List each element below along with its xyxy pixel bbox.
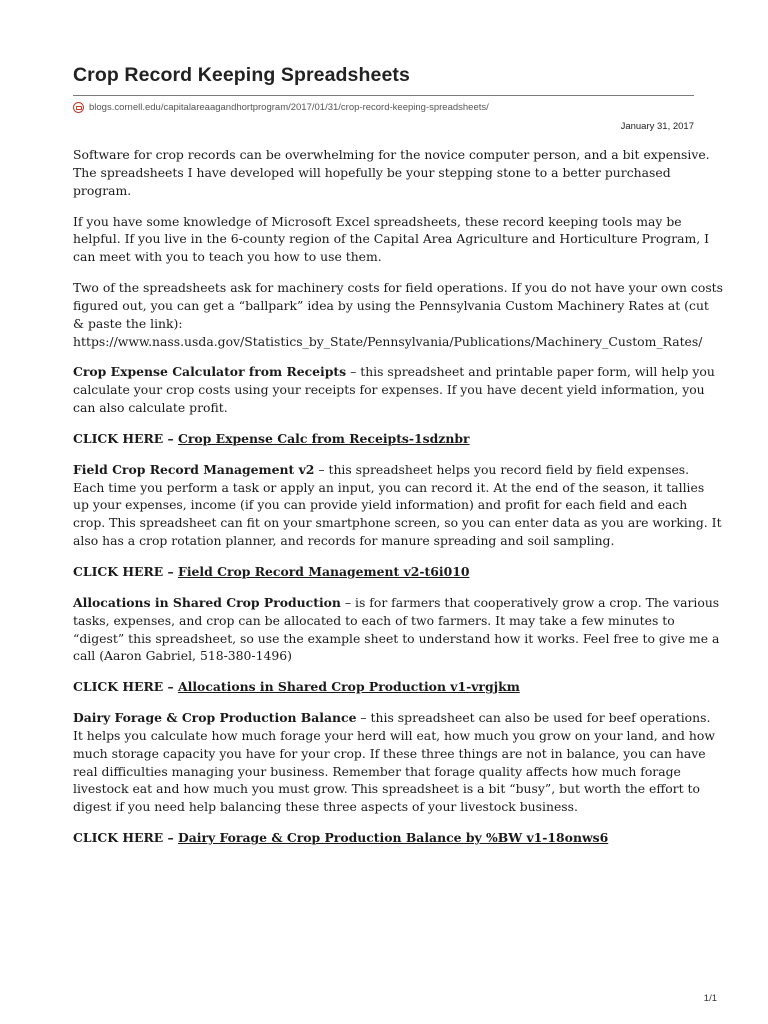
section-text: – this spreadsheet and printable paper form, will help you calculate your crop costs using your receipts for expenses. If you have decent yield information, you can also calculate profit. xyxy=(73,364,715,416)
section-heading: Crop Expense Calculator from Receipts xyxy=(73,364,347,380)
click-here-line xyxy=(73,829,723,847)
article-body xyxy=(73,146,723,860)
download-link-allocations[interactable]: Allocations in Shared Crop Production v1-vrgjkm xyxy=(178,679,520,695)
machinery-rates-url[interactable]: https://www.nass.usda.gov/Statistics_by_State/Pennsylvania/Publications/Machinery_Custom_Rates/ xyxy=(73,333,703,349)
title-divider xyxy=(73,95,694,96)
section-heading: Dairy Forage & Crop Production Balance xyxy=(73,709,357,725)
section-description xyxy=(73,363,723,417)
section-text: – this spreadsheet can also be used for beef operations. It helps you calculate how much forage your herd will eat, how much you grow on your land, and how much storage capacity you have for your crop. If these three things are not in balance, you can have real difficulties managing your business. Remember that forage quality affects how much forage livestock eat and how much you must grow. This spreadsheet is a bit “busy”, but worth the effort to digest if you need help balancing these three aspects of your livestock business. xyxy=(73,709,715,815)
intro-paragraph: Software for crop records can be overwhelming for the novice computer person, and a bit expensive. The spreadsheets I have developed will hopefully be your stepping stone to a better purchased program. xyxy=(73,147,710,198)
section-text: – this spreadsheet helps you record field by field expenses. Each time you perform a task or apply an input, you can record it. At the end of the season, it tallies up your expenses, income (if you can provide yield information) and profit for each field and each crop. This spreadsheet can fit on your smartphone screen, so you can enter data as you are working. It also has a crop rotation planner, and records for manure spreading and soil sampling. xyxy=(73,461,722,549)
post-date: January 31, 2017 xyxy=(620,121,694,132)
section-heading: Allocations in Shared Crop Production xyxy=(73,594,341,610)
machinery-paragraph: Two of the spreadsheets ask for machinery costs for field operations. If you do not have your own costs figured out, you can get a “ballpark” idea by using the Pennsylvania Custom Machinery Rates at (cut & paste the link): xyxy=(73,280,724,331)
download-link-crop-expense[interactable]: Crop Expense Calc from Receipts-1sdznbr xyxy=(178,430,470,446)
click-here-line xyxy=(73,563,723,581)
click-here-line xyxy=(73,430,723,448)
click-here-line xyxy=(73,678,723,696)
excel-paragraph: If you have some knowledge of Microsoft Excel spreadsheets, these record keeping tools may be helpful. If you live in the 6-county region of the Capital Area Agriculture and Horticulture Program, I can meet with you to teach you how to use them. xyxy=(73,213,710,265)
download-link-field-crop[interactable]: Field Crop Record Management v2-t6i010 xyxy=(178,564,470,579)
link-icon xyxy=(73,102,84,113)
click-here-label: CLICK HERE – xyxy=(73,430,179,446)
source-line xyxy=(73,100,489,114)
section-text: – is for farmers that cooperatively grow a crop. The various tasks, expenses, and crop can be allocated to each of two farmers. It may take a few minutes to “digest” this spreadsheet, so use the example sheet to understand how it works. Feel free to give me a call (Aaron Gabriel, 518-380-1496) xyxy=(73,594,720,664)
download-link-dairy-forage[interactable]: Dairy Forage & Crop Production Balance by %BW v1-18onws6 xyxy=(178,830,609,846)
click-here-label: CLICK HERE – xyxy=(73,679,179,695)
source-url[interactable]: blogs.cornell.edu/capitalareaagandhortprogram/2017/01/31/crop-record-keeping-spreadsheets/ xyxy=(89,101,489,113)
click-here-label: CLICK HERE – xyxy=(73,564,179,579)
page-indicator: 1/1 xyxy=(703,993,717,1004)
click-here-label: CLICK HERE – xyxy=(73,830,179,846)
section-heading: Field Crop Record Management v2 xyxy=(73,461,315,477)
page-title: Crop Record Keeping Spreadsheets xyxy=(73,64,410,86)
section-description xyxy=(73,709,723,816)
section-description xyxy=(73,461,723,551)
section-description xyxy=(73,594,723,666)
